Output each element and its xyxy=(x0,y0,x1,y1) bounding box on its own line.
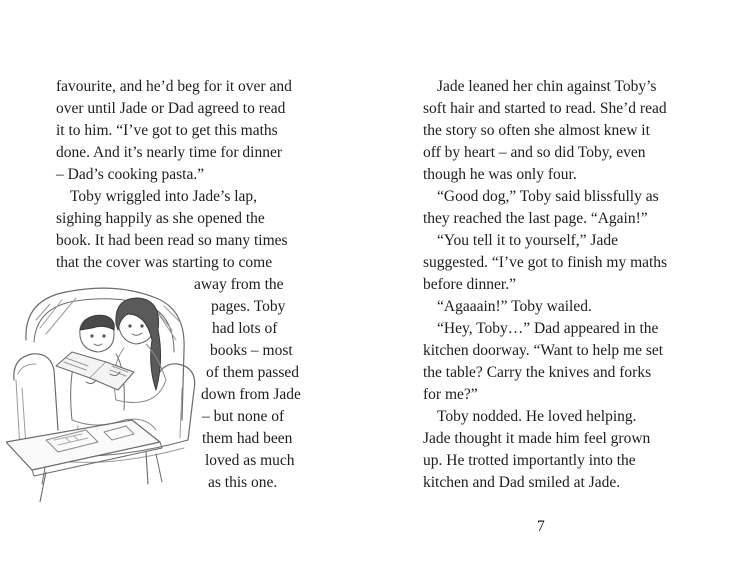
right-line: “Hey, Toby…” Dad appeared in the xyxy=(437,320,659,337)
right-line: they reached the last page. “Again!” xyxy=(423,210,648,227)
left-line: that the cover was starting to come xyxy=(56,254,273,271)
left-line: it to him. “I’ve got to get this maths xyxy=(56,122,278,139)
left-line: – but none of xyxy=(202,408,285,425)
left-line: done. And it’s nearly time for dinner xyxy=(56,144,282,161)
right-line: Toby nodded. He loved helping. xyxy=(437,408,637,425)
right-line: kitchen doorway. “Want to help me set xyxy=(423,342,664,359)
right-line: for me?” xyxy=(423,386,478,403)
right-line: before dinner.” xyxy=(423,276,516,293)
left-line: favourite, and he’d beg for it over and xyxy=(56,78,292,95)
right-line: the story so often she almost knew it xyxy=(423,122,650,139)
right-line: suggested. “I’ve got to finish my maths xyxy=(423,254,668,271)
right-line: though he was only four. xyxy=(423,166,577,183)
left-line: loved as much xyxy=(205,452,295,469)
left-line: book. It had been read so many times xyxy=(56,232,288,249)
right-line: the table? Carry the knives and forks xyxy=(423,364,652,381)
right-line: “Good dog,” Toby said blissfully as xyxy=(437,188,659,205)
left-line: away from the xyxy=(194,276,284,293)
right-line: Jade leaned her chin against Toby’s xyxy=(437,78,657,95)
right-line: kitchen and Dad smiled at Jade. xyxy=(423,474,621,491)
left-line: of them passed xyxy=(206,364,299,381)
right-line: Jade thought it made him feel grown xyxy=(423,430,651,447)
right-line: soft hair and started to read. She’d read xyxy=(423,100,667,117)
left-line: pages. Toby xyxy=(211,298,286,315)
left-line: books – most xyxy=(210,342,293,359)
sketch-children-reading-in-armchair-icon xyxy=(6,270,216,502)
left-line: sighing happily as she opened the xyxy=(56,210,265,227)
right-line: “You tell it to yourself,” Jade xyxy=(437,232,618,249)
page-number: 7 xyxy=(537,518,545,535)
left-line: had lots of xyxy=(212,320,278,337)
left-line: as this one. xyxy=(208,474,278,491)
right-line: up. He trotted importantly into the xyxy=(423,452,636,469)
left-line: over until Jade or Dad agreed to read xyxy=(56,100,286,117)
right-line: off by heart – and so did Toby, even xyxy=(423,144,646,161)
left-line: them had been xyxy=(202,430,293,447)
left-line: down from Jade xyxy=(201,386,301,403)
right-line: “Agaaain!” Toby wailed. xyxy=(437,298,592,315)
left-line: Toby wriggled into Jade’s lap, xyxy=(70,188,258,205)
left-line: – Dad’s cooking pasta.” xyxy=(56,166,205,183)
